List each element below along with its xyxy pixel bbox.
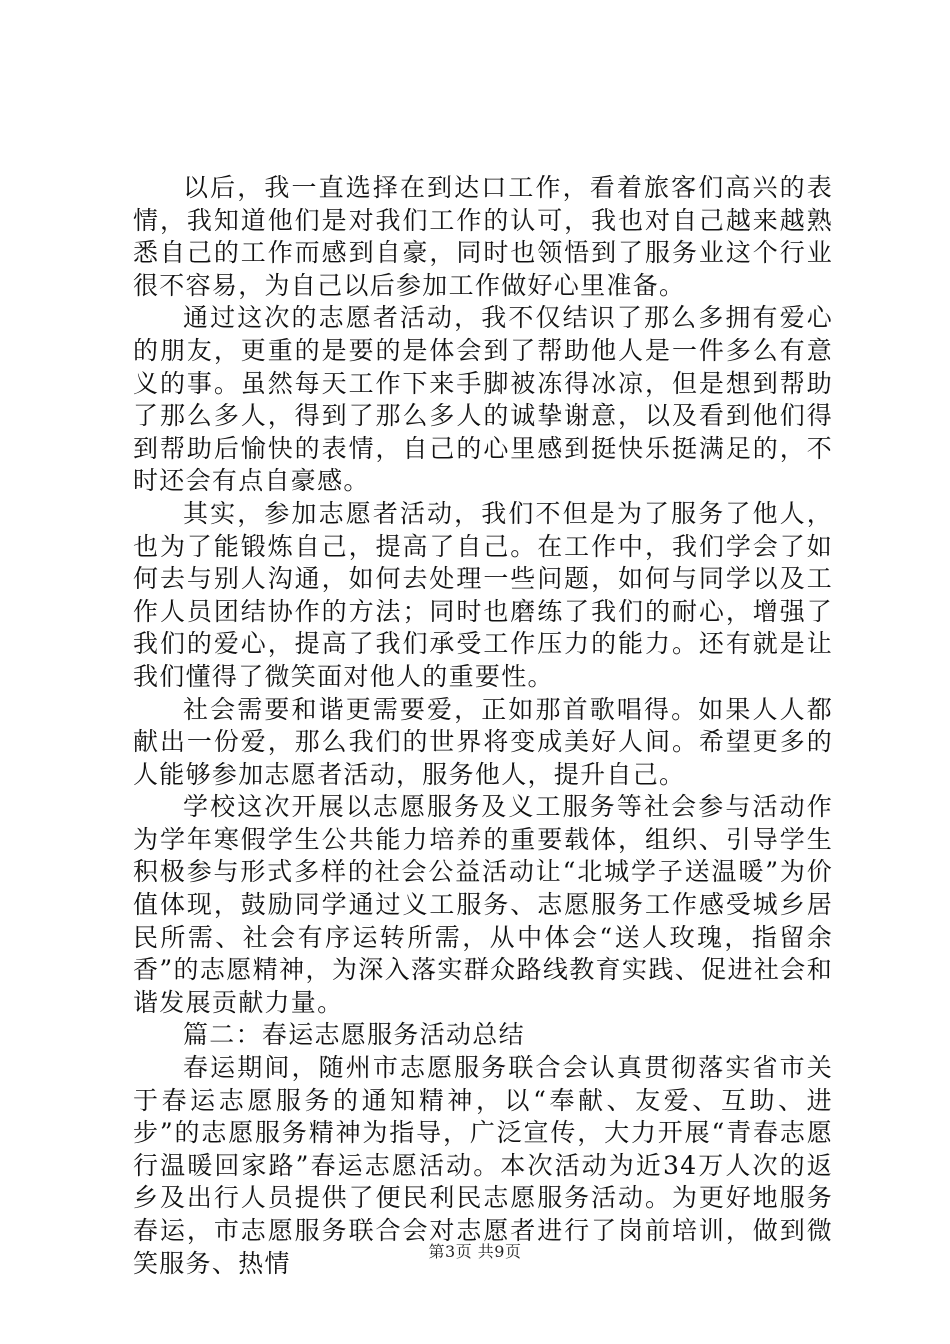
paragraph-1: 以后，我一直选择在到达口工作，看着旅客们高兴的表情，我知道他们是对我们工作的认可，我也对自己越来越熟悉自己的工作而感到自豪，同时也领悟到了服务业这个行业很不容易，为自己以后参加工作做好心里准备。 (133, 173, 833, 300)
paragraph-4: 社会需要和谐更需要爱，正如那首歌唱得。如果人人都献出一份爱，那么我们的世界将变成美好人间。希望更多的人能够参加志愿者活动，服务他人，提升自己。 (133, 694, 833, 789)
page-footer: 第3页 共9页 (428, 1242, 522, 1261)
paragraph-3: 其实，参加志愿者活动，我们不但是为了服务了他人，也为了能锻炼自己，提高了自己。在工作中，我们学会了如何去与别人沟通，如何去处理一些问题，如何与同学以及工作人员团结协作的方法；同时也磨练了我们的耐心，增强了我们的爱心，提高了我们承受工作压力的能力。还有就是让我们懂得了微笑面对他人的重要性。 (133, 498, 833, 691)
paragraph-2: 通过这次的志愿者活动，我不仅结识了那么多拥有爱心的朋友，更重的是要的是体会到了帮助他人是一件多么有意义的事。虽然每天工作下来手脚被冻得冰凉，但是想到帮助了那么多人，得到了那么多人的诚挚谢意，以及看到他们得到帮助后愉快的表情，自己的心里感到挺快乐挺满足的，不时还会有点自豪感。 (133, 303, 833, 496)
section-heading: 篇二：春运志愿服务活动总结 (183, 1020, 525, 1050)
document-body (133, 172, 833, 1280)
paragraph-6: 春运期间，随州市志愿服务联合会认真贯彻落实省市关于春运志愿服务的通知精神，以“奉献、友爱、互助、进步”的志愿服务精神为指导，广泛宣传，大力开展“青春志愿行温暖回家路”春运志愿活动。本次活动为近34万人次的返乡及出行人员提供了便民利民志愿服务活动。为更好地服务春运，市志愿服务联合会对志愿者进行了岗前培训，做到微笑服务、热情 (133, 1053, 833, 1278)
paragraph-5: 学校这次开展以志愿服务及义工服务等社会参与活动作为学年寒假学生公共能力培养的重要载体，组织、引导学生积极参与形式多样的社会公益活动让“北城学子送温暖”为价值体现，鼓励同学通过义工服务、志愿服务工作感受城乡居民所需、社会有序运转所需，从中体会“送人玫瑰，指留余香”的志愿精神，为深入落实群众路线教育实践、促进社会和谐发展贡献力量。 (133, 792, 833, 1017)
